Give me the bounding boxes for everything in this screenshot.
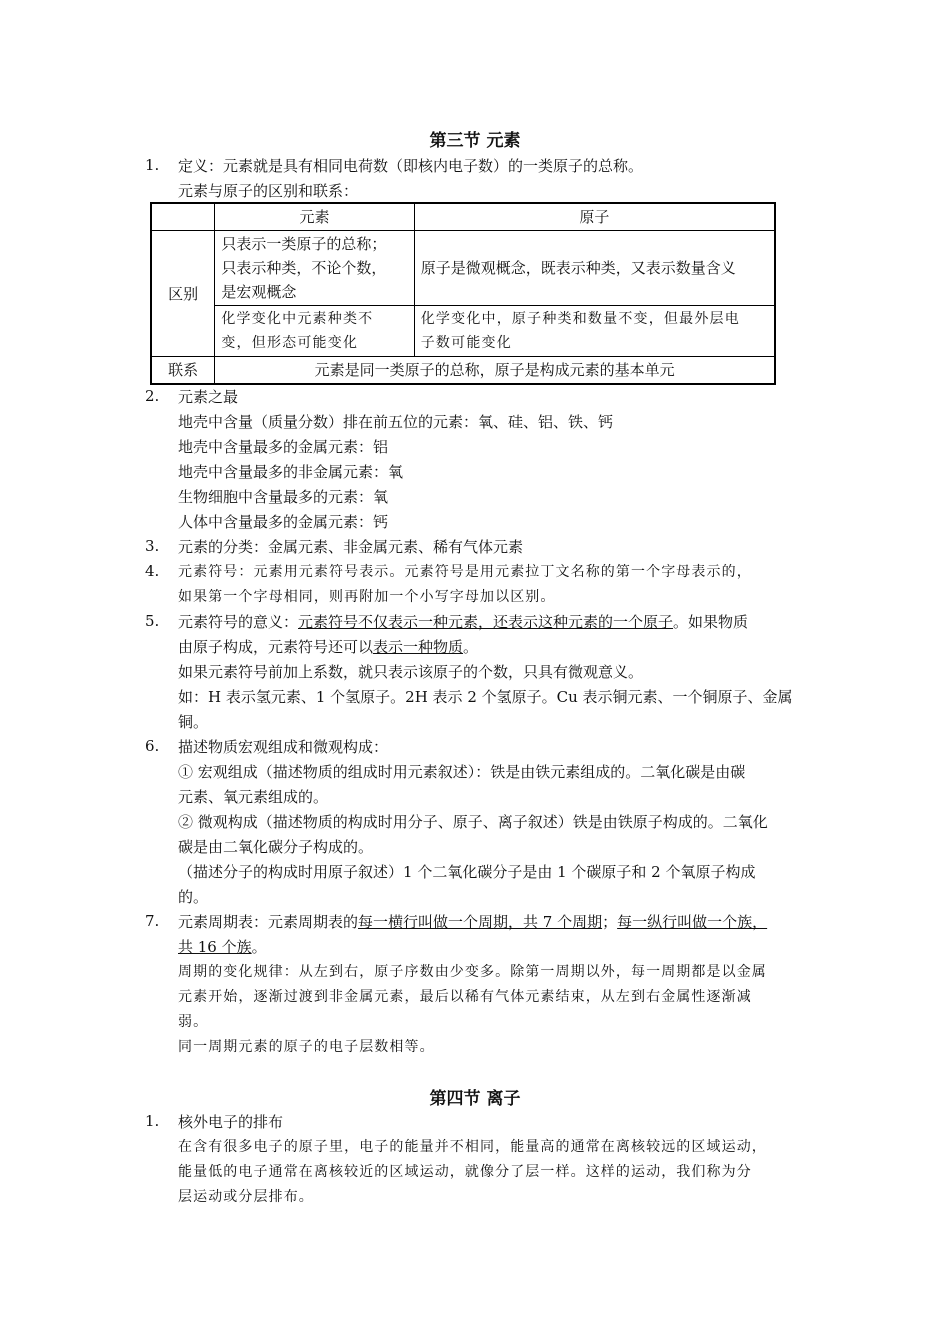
item-2-line-3: 地壳中含量最多的非金属元素：氧: [178, 463, 404, 481]
item-7-line-1: [178, 912, 767, 932]
item-7-line-6: 同一周期元素的原子的电子层数相等。: [178, 1039, 435, 1055]
item-6-line-3: ② 微观构成（描述物质的构成时用分子、原子、离子叙述）铁是由铁原子构成的。二氧化: [178, 813, 768, 831]
diff2-element-line-b: 变，但形态可能变化: [221, 335, 359, 351]
item-4-number: 4.: [145, 562, 160, 580]
item-6-title: 描述物质宏观组成和微观构成：: [178, 738, 389, 756]
item-3-text: 元素的分类：金属元素、非金属元素、稀有气体元素: [178, 538, 524, 556]
item-5-line-1: [178, 612, 748, 632]
table-intro-text: 元素与原子的区别和联系：: [178, 182, 359, 200]
item-5-line-2-underline: 表示一种物质: [373, 638, 464, 656]
item-4-line-2: 如果第一个字母相同，则再附加一个小写字母加以区别。: [178, 589, 556, 605]
row-label-link: 联系: [151, 357, 215, 385]
item-7-line-2: [178, 937, 267, 957]
item-2-number: 2.: [145, 387, 160, 405]
item-5-line-4: 如：H 表示氢元素、1 个氢原子。2H 表示 2 个氢原子。Cu 表示铜元素、一个铜原子、金属: [178, 688, 793, 706]
diff2-element-cell: [215, 306, 414, 357]
table-row-link: [151, 357, 775, 385]
item-7-line-1-underline-2: 每一纵行叫做一个族，: [617, 913, 768, 931]
table-corner-cell: [151, 203, 215, 231]
definition-text: 定义：元素就是具有相同电荷数（即核内电子数）的一类原子的总称。: [178, 157, 644, 175]
diff1-element-line-c: 是宏观概念: [221, 283, 297, 301]
item-7-line-5: 弱。: [178, 1014, 209, 1030]
item-5-line-5: 铜。: [178, 713, 209, 731]
s4-item-1-title: 核外电子的排布: [178, 1113, 284, 1131]
item-2-title: 元素之最: [178, 388, 239, 406]
item-2-line-5: 人体中含量最多的金属元素：钙: [178, 513, 389, 531]
item-1-number: 1.: [145, 156, 160, 174]
diff1-element-line-b: 只表示种类，不论个数，: [221, 259, 387, 277]
diff2-atom-line-b: 子数可能变化: [420, 335, 512, 351]
diff2-atom-line-a: 化学变化中，原子种类和数量不变，但最外层电: [420, 311, 740, 327]
link-cell: 元素是同一类原子的总称，原子是构成元素的基本单元: [215, 357, 775, 385]
section-3-title: 第三节 元素: [429, 131, 521, 151]
header-atom: 原子: [414, 203, 775, 231]
header-element: 元素: [215, 203, 414, 231]
item-2-line-4: 生物细胞中含量最多的元素：氧: [178, 488, 389, 506]
diff1-element-cell: [215, 231, 414, 306]
s4-item-1-line-2: 能量低的电子通常在离核较近的区域运动，就像分了层一样。这样的运动，我们称为分: [178, 1164, 752, 1180]
table-header-row: [151, 203, 775, 231]
item-6-line-6: 的。: [178, 888, 209, 906]
diff1-atom-cell: 原子是微观概念，既表示种类，又表示数量含义: [414, 231, 775, 306]
item-5-line-2: [178, 637, 478, 657]
item-5-number: 5.: [145, 612, 160, 630]
item-7-number: 7.: [145, 912, 160, 930]
s4-item-1-line-1: 在含有很多电子的原子里，电子的能量并不相同，能量高的通常在离核较远的区域运动，: [178, 1139, 767, 1155]
item-5-line-3: 如果元素符号前加上系数，就只表示该原子的个数，只具有微观意义。: [178, 663, 644, 681]
table-row-diff-1: [151, 231, 775, 306]
item-5-line-2-b: 。: [463, 638, 479, 656]
item-7-line-2-underline: 共 16 个族: [178, 938, 252, 956]
item-7-line-2-b: 。: [251, 938, 267, 956]
item-7-line-4: 元素开始，逐渐过渡到非金属元素，最后以稀有气体元素结束，从左到右金属性逐渐减: [178, 989, 752, 1005]
table-row-diff-2: [151, 306, 775, 357]
diff2-atom-cell: [414, 306, 775, 357]
diff1-element-line-a: 只表示一类原子的总称；: [221, 235, 387, 253]
diff2-element-line-a: 化学变化中元素种类不: [221, 311, 374, 327]
item-5-line-1-underline: 元素符号不仅表示一种元素，还表示这种元素的一个原子: [298, 613, 674, 631]
row-label-diff: 区别: [151, 231, 215, 357]
item-4-line-1: 元素符号：元素用元素符号表示。元素符号是用元素拉丁文名称的第一个字母表示的，: [178, 564, 752, 580]
s4-item-1-line-3: 层运动或分层排布。: [178, 1189, 314, 1205]
item-7-line-1-a: 元素周期表：元素周期表的: [178, 913, 359, 931]
item-5-line-1-b: 。如果物质: [673, 613, 749, 631]
item-5-line-1-a: 元素符号的意义：: [178, 613, 299, 631]
item-3-number: 3.: [145, 537, 160, 555]
item-6-line-2: 元素、氧元素组成的。: [178, 788, 329, 806]
section-4-title: 第四节 离子: [429, 1089, 521, 1109]
item-6-number: 6.: [145, 737, 160, 755]
item-6-line-5: （描述分子的构成时用原子叙述）1 个二氧化碳分子是由 1 个碳原子和 2 个氧原子构成: [178, 863, 756, 881]
item-2-line-1: 地壳中含量（质量分数）排在前五位的元素：氧、硅、铝、铁、钙: [178, 413, 614, 431]
item-7-line-1-underline-1: 每一横行叫做一个周期，共 7 个周期: [358, 913, 603, 931]
item-6-line-4: 碳是由二氧化碳分子构成的。: [178, 838, 374, 856]
item-5-line-2-a: 由原子构成，元素符号还可以: [178, 638, 374, 656]
s4-item-1-number: 1.: [145, 1112, 160, 1130]
element-atom-table: [150, 202, 776, 385]
item-6-line-1: ① 宏观组成（描述物质的组成时用元素叙述）：铁是由铁元素组成的。二氧化碳是由碳: [178, 763, 746, 781]
item-7-line-1-b: ；: [602, 913, 618, 931]
item-7-line-3: 周期的变化规律：从左到右，原子序数由少变多。除第一周期以外，每一周期都是以金属: [178, 964, 767, 980]
item-2-line-2: 地壳中含量最多的金属元素：铝: [178, 438, 389, 456]
